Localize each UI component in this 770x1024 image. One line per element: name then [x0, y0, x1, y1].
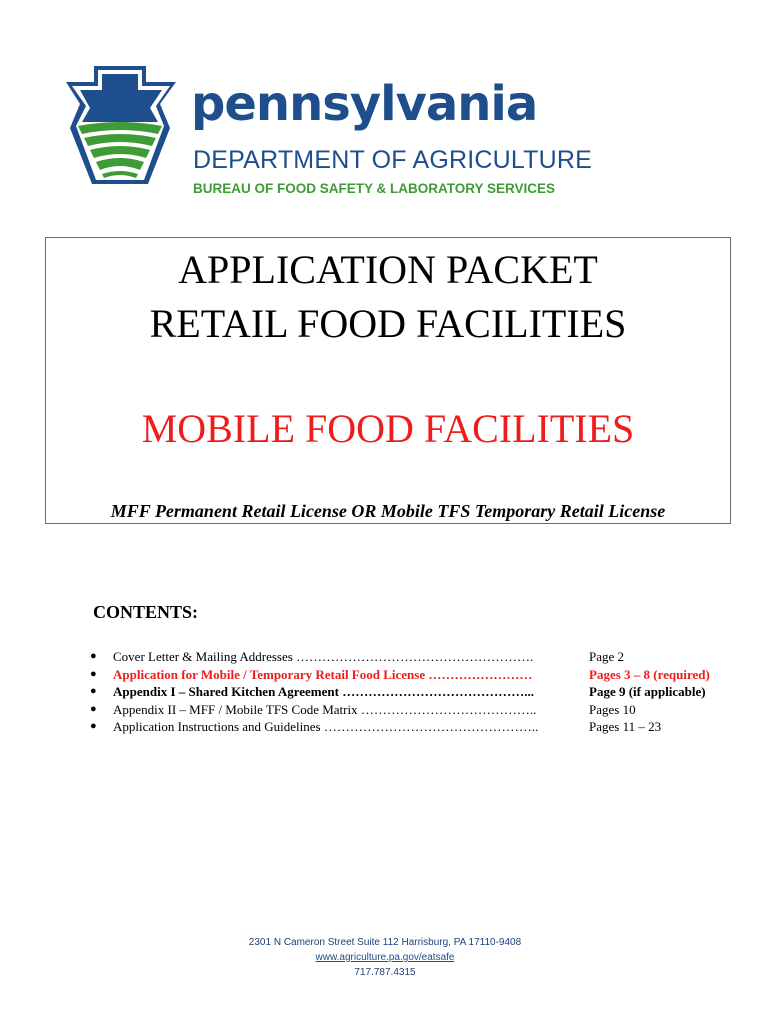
contents-item-text: Application for Mobile / Temporary Retail Food License …………………… [113, 666, 533, 682]
contents-list [90, 648, 730, 736]
license-subtitle: MFF Permanent Retail License OR Mobile TFS Temporary Retail License [110, 501, 666, 521]
bureau-name: BUREAU OF FOOD SAFETY & LABORATORY SERVICES [193, 181, 556, 196]
contents-item-text: Appendix I – Shared Kitchen Agreement ……………………………………... [113, 684, 534, 699]
contents-item [90, 701, 730, 719]
contents-item [90, 683, 730, 701]
title-line-3: MOBILE FOOD FACILITIES [141, 406, 635, 451]
title-line-1: APPLICATION PACKET [178, 247, 598, 292]
bullet-icon: ● [90, 720, 97, 732]
title-box [45, 237, 731, 524]
footer [0, 935, 770, 980]
contents-item-page: Pages 3 – 8 (required) [589, 666, 710, 682]
contents-heading: CONTENTS: [93, 602, 199, 622]
footer-phone: 717.787.4315 [354, 967, 416, 978]
department-name: DEPARTMENT OF AGRICULTURE [193, 146, 593, 174]
keystone-farm-field-logo-icon [58, 64, 183, 189]
contents-item-page: Pages 11 – 23 [589, 719, 662, 734]
bullet-icon: ● [90, 650, 97, 662]
contents-item [90, 718, 730, 736]
contents-item-text: Application Instructions and Guidelines ………………………………………….. [113, 719, 539, 734]
contents-item-page: Pages 10 [589, 701, 636, 717]
title-line-2: RETAIL FOOD FACILITIES [149, 301, 627, 346]
contents-item-text: Appendix II – MFF / Mobile TFS Code Matrix ………………………………….. [113, 701, 537, 717]
bullet-icon: ● [90, 702, 97, 715]
contents-item [90, 666, 730, 684]
bullet-icon: ● [90, 667, 97, 680]
contents-item-page: Page 9 (if applicable) [589, 684, 706, 699]
bullet-icon: ● [90, 685, 97, 697]
contents-item [90, 648, 730, 666]
contents-item-page: Page 2 [589, 649, 625, 664]
footer-address: 2301 N Cameron Street Suite 112 Harrisburg, PA 17110-9408 [248, 937, 522, 948]
footer-website-link[interactable]: www.agriculture.pa.gov/eatsafe [315, 952, 455, 963]
letterhead [58, 64, 618, 204]
brand-name: pennsylvania [191, 76, 538, 132]
contents-item-text: Cover Letter & Mailing Addresses ………………………………………………. [113, 649, 534, 664]
